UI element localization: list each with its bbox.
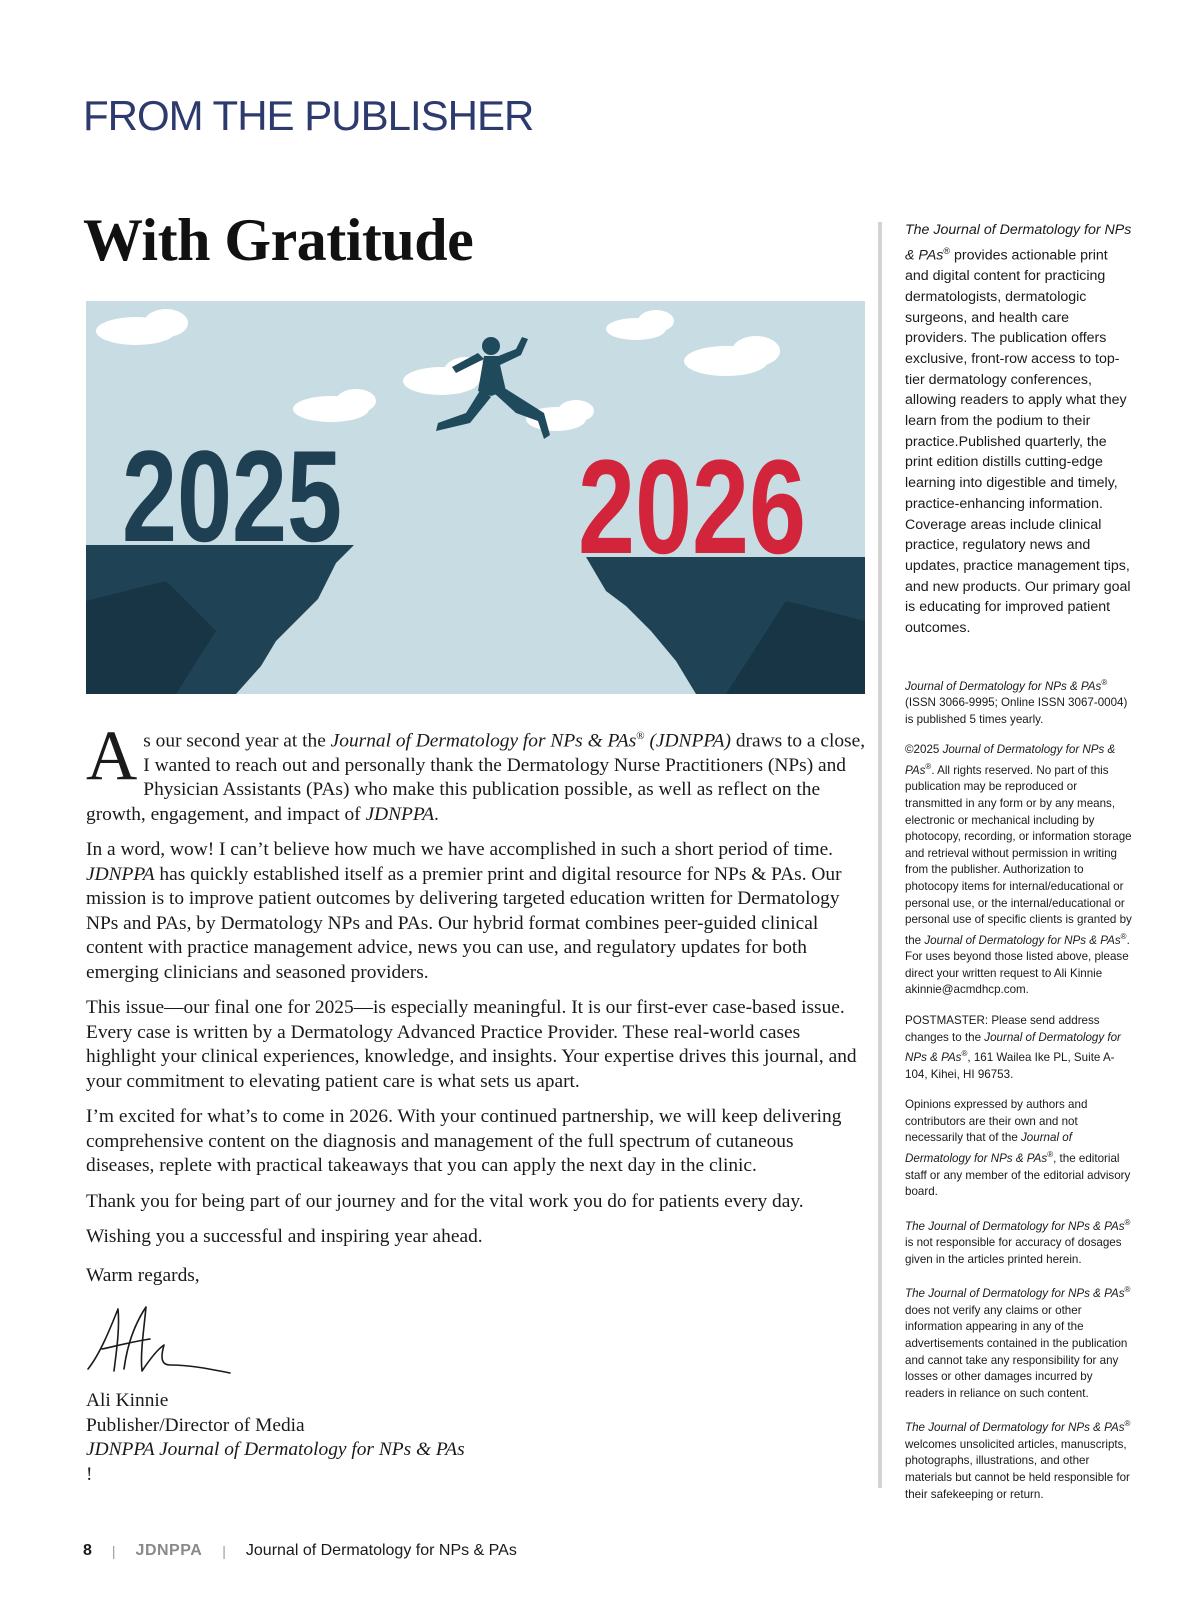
about-text: provides actionable print and digital content for practicing dermatologists, dermatologic surgeons, and health care providers. The publication offers exclusive, front-row access to top-tier dermatology conferences, allowing readers to apply what they learn from the podium to their practice.Published quarterly, the print edition distills cutting-edge learning into digestible and timely, practice-enhancing information. Coverage areas include clinical practice, regulatory news and updates, practice management tips, and new products. Our primary goal is educating for improved patient outcomes. bbox=[905, 247, 1131, 637]
opinions-text-2: , the editorial staff or any member of the editorial advisory board. bbox=[905, 1151, 1131, 1199]
paragraph-3: This issue—our final one for 2025—is especially meaningful. It is our first-ever case-based issue. Every case is written by a Dermatology Advanced Practice Provider. These real-world cases highlight your clinical experiences, knowledge, and insights. Your expertise drives this journal, and your commitment to elevating patient care is what sets us apart. bbox=[86, 997, 857, 1092]
journal-title-italic: The Journal of Dermatology for NPs & PAs bbox=[905, 222, 1132, 264]
p1-text-3: . bbox=[434, 803, 439, 825]
registered-mark: ® bbox=[1124, 1419, 1131, 1429]
copyright-text-2: . All rights reserved. No part of this publication may be reproduced or transmitted in any form or by any means, electronic or mechanical including by photocopy, recording, or information storage and retrieval without permission in writing from the publisher. Authorization to photocopy items for internal/educational or personal use, or the internal/educational or personal use of specific clients is granted by the bbox=[905, 763, 1132, 947]
footer-separator: | bbox=[222, 1543, 226, 1559]
sidebar-claims bbox=[905, 1282, 1133, 1402]
p2-text-2: has quickly established itself as a premier print and digital resource for NPs & PAs. Our mission is to improve patient outcomes by delivering targeted education written for Dermatology NPs and PAs, by Dermatology NPs and PAs. Our hybrid format combines peer-guided clinical content with practice management advice, news you can use, and regulatory updates for both emerging clinicians and seasoned providers. bbox=[86, 863, 842, 983]
copyright-text-1: ©2025 bbox=[905, 743, 943, 757]
signer-title: Publisher/Director of Media bbox=[86, 1414, 305, 1436]
sidebar-submissions bbox=[905, 1416, 1133, 1503]
journal-abbr-italic: (JDNPPA) bbox=[649, 730, 731, 752]
footer-separator: | bbox=[111, 1543, 116, 1559]
masthead-sidebar bbox=[905, 220, 1133, 1517]
journal-title-italic: Journal of Dermatology for NPs & PAs bbox=[905, 743, 1116, 777]
claims-text: does not verify any claims or other information appearing in any of the advertisements contained in the publication and cannot take any responsibility for any losses or other damages incurred by readers in reliance on such content. bbox=[905, 1303, 1128, 1400]
signature-block bbox=[86, 1389, 866, 1487]
year-2025: 2025 bbox=[122, 423, 342, 569]
registered-mark: ® bbox=[925, 762, 932, 772]
submissions-text: welcomes unsolicited articles, manuscripts, photographs, illustrations, and other materials but cannot be held responsible for their safekeeping or return. bbox=[905, 1437, 1130, 1501]
signer-publication bbox=[86, 1438, 866, 1487]
registered-mark: ® bbox=[1101, 677, 1108, 687]
sidebar-postmaster bbox=[905, 1013, 1133, 1083]
closing-salutation: Warm regards, bbox=[86, 1264, 200, 1286]
postmaster-text-2: , 161 Wailea Ike PL, Suite A-104, Kihei, HI 96753. bbox=[905, 1051, 1115, 1081]
journal-title-italic: Journal of Dermatology for NPs & PAs bbox=[924, 933, 1121, 947]
registered-mark: ® bbox=[961, 1049, 968, 1059]
article-body bbox=[86, 717, 866, 1498]
sidebar-about bbox=[905, 220, 1133, 639]
paragraph-2 bbox=[86, 838, 866, 985]
section-label: FROM THE PUBLISHER bbox=[83, 92, 534, 139]
journal-title-italic: Journal of Dermatology for NPs & PAs bbox=[905, 1030, 1121, 1065]
issn-text: (ISSN 3066-9995; Online ISSN 3067-0004) is published 5 times yearly. bbox=[905, 696, 1128, 726]
p1-text-1: s our second year at the bbox=[143, 730, 331, 752]
paragraph-6: Wishing you a successful and inspiring year ahead. bbox=[86, 1226, 483, 1248]
hero-illustration bbox=[86, 301, 865, 694]
journal-title-italic: The Journal of Dermatology for NPs & PAs bbox=[905, 1219, 1125, 1233]
paragraph-1 bbox=[86, 717, 866, 827]
sidebar-divider bbox=[878, 222, 882, 1488]
handwritten-signature bbox=[80, 1299, 240, 1389]
journal-abbr-italic: JDNPPA bbox=[86, 863, 155, 885]
signer-publication-end: ! bbox=[86, 1463, 93, 1485]
sidebar-copyright bbox=[905, 742, 1133, 999]
article-headline: With Gratitude bbox=[83, 207, 474, 273]
registered-mark: ® bbox=[943, 245, 951, 256]
copyright-text-3: . For uses beyond those listed above, please direct your written request to Ali Kinnie akinnie@acmdhcp.com. bbox=[905, 933, 1130, 997]
p1-text-2: draws to a close, I wanted to reach out and personally thank the Dermatology Nurse Practitioners (NPs) and Physician Assistants (PAs) who make this publication possible, as well as reflect on the growth, engagement, and impact of bbox=[86, 730, 866, 825]
journal-title-italic: Journal of Dermatology for NPs & PAs bbox=[905, 679, 1102, 693]
postmaster-text-1: POSTMASTER: Please send address changes to the bbox=[905, 1014, 1100, 1044]
page-number: 8 bbox=[83, 1542, 92, 1559]
registered-mark: ® bbox=[1047, 1150, 1054, 1160]
registered-mark: ® bbox=[1120, 931, 1127, 941]
registered-mark: ® bbox=[1124, 1217, 1131, 1227]
registered-mark: ® bbox=[1124, 1285, 1131, 1295]
paragraph-4: I’m excited for what’s to come in 2026. With your continued partnership, we will keep delivering comprehensive content on the diagnosis and management of the full spectrum of cutaneous diseases, replete with practical takeaways that you can apply the next day in the clinic. bbox=[86, 1106, 842, 1177]
sidebar-issn bbox=[905, 675, 1133, 729]
footer-journal-name: Journal of Dermatology for NPs & PAs bbox=[245, 1542, 517, 1559]
dosages-text: is not responsible for accuracy of dosages given in the articles printed herein. bbox=[905, 1236, 1122, 1266]
registered-mark: ® bbox=[636, 730, 645, 742]
year-2026: 2026 bbox=[578, 433, 806, 582]
p2-text-1: In a word, wow! I can’t believe how much we have accomplished in such a short period of time. bbox=[86, 839, 834, 861]
journal-abbr-italic: JDNPPA bbox=[365, 803, 435, 825]
footer-brand: JDNPPA bbox=[135, 1542, 203, 1559]
sidebar-opinions bbox=[905, 1097, 1133, 1200]
sidebar-dosages bbox=[905, 1215, 1133, 1269]
paragraph-5: Thank you for being part of our journey and for the vital work you do for patients every day. bbox=[86, 1190, 804, 1212]
journal-title-italic: Journal of Dermatology for NPs & PAs bbox=[330, 730, 637, 752]
page-footer bbox=[83, 1542, 517, 1560]
signer-name: Ali Kinnie bbox=[86, 1390, 169, 1412]
journal-title-italic: The Journal of Dermatology for NPs & PAs bbox=[905, 1287, 1125, 1301]
journal-title-italic: The Journal of Dermatology for NPs & PAs bbox=[905, 1421, 1125, 1435]
signer-publication-italic: JDNPPA Journal of Dermatology for NPs & PAs bbox=[86, 1439, 465, 1461]
journal-title-italic: Journal of Dermatology for NPs & PAs bbox=[905, 1131, 1072, 1165]
drop-cap: A bbox=[86, 717, 138, 795]
opinions-text-1: Opinions expressed by authors and contributors are their own and not necessarily that of the bbox=[905, 1098, 1088, 1145]
